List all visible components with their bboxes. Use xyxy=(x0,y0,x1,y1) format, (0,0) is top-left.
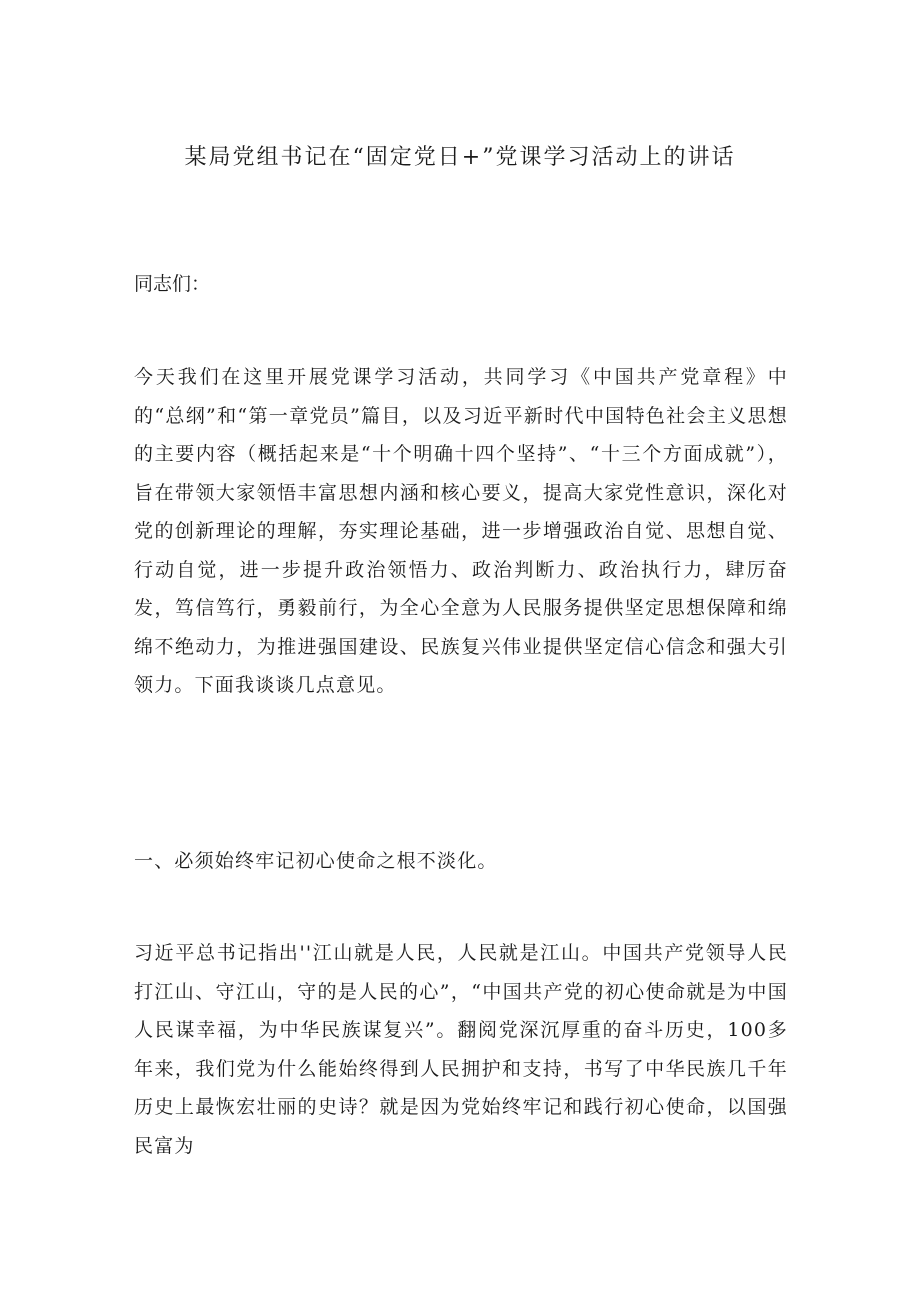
document-title: 某局党组书记在“固定党日+”党课学习活动上的讲话 xyxy=(184,145,736,170)
section-heading-1: 一、必须始终牢记初心使命之根不淡化。 xyxy=(134,850,498,872)
body-paragraph-intro: 今天我们在这里开展党课学习活动，共同学习《中国共产党章程》中的“总纲”和“第一章党员”篇目，以及习近平新时代中国特色社会主义思想的主要内容（概括起来是“十个明确十四个坚持”、“十三个方面成就”），旨在带领大家领悟丰富思想内涵和核心要义，提高大家党性意识，深化对党的创新理论的理解，夯实理论基础，进一步增强政治自觉、思想自觉、行动自觉，进一步提升政治领悟力、政治判断力、政治执行力，肆厉奋发，笃信笃行，勇毅前行，为全心全意为人民服务提供坚定思想保障和绵绵不绝动力，为推进强国建设、民族复兴伟业提供坚定信心信念和强大引领力。下面我谈谈几点意见。 xyxy=(134,366,788,696)
salutation: 同志们： xyxy=(134,273,211,295)
body-paragraph-section-1: 习近平总书记指出''江山就是人民，人民就是江山。中国共产党领导人民打江山、守江山，守的是人民的心”，“中国共产党的初心使命就是为中国人民谋幸福，为中华民族谋复兴”。翻阅党深沉厚重的奋斗历史，100多年来，我们党为什么能始终得到人民拥护和支持，书写了中华民族几千年历史上最恢宏壮丽的史诗？就是因为党始终牢记和践行初心使命，以国强民富为 xyxy=(134,942,788,1157)
